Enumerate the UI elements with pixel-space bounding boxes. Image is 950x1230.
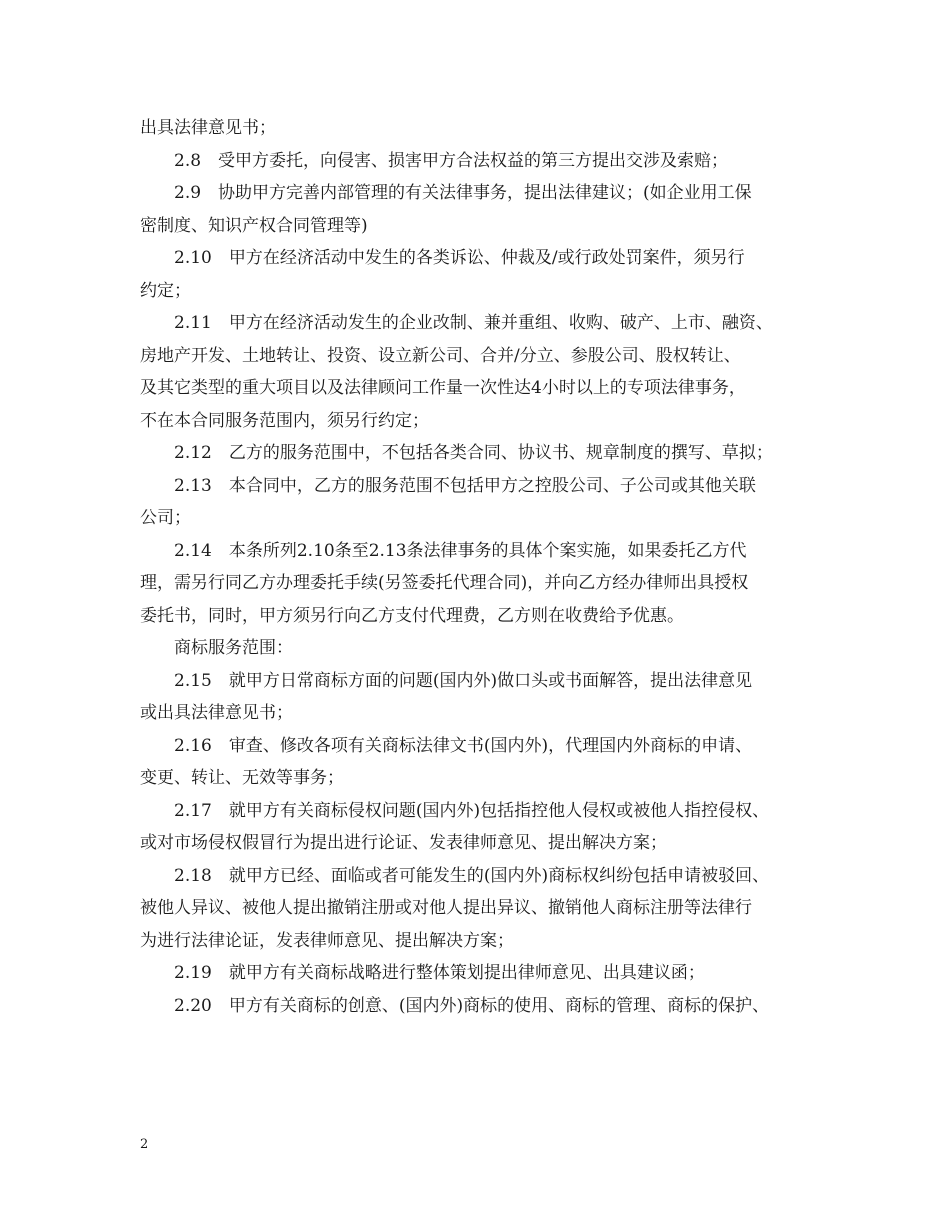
text-line: 2.19 就甲方有关商标战略进行整体策划提出律师意见、出具建议函； xyxy=(174,963,705,983)
text-line: 公司； xyxy=(140,508,191,528)
text-line: 变更、转让、无效等事务； xyxy=(140,768,344,788)
text-line: 理，需另行同乙方办理委托手续(另签委托代理合同)，并向乙方经办律师出具授权 xyxy=(140,573,749,593)
text-line: 2.20 甲方有关商标的创意、(国内外)商标的使用、商标的管理、商标的保护、 xyxy=(174,995,770,1016)
text-line: 或出具法律意见书； xyxy=(140,703,293,723)
text-line: 2.11 甲方在经济活动发生的企业改制、兼并重组、收购、破产、上市、融资、 xyxy=(174,313,773,333)
text-line: 2.15 就甲方日常商标方面的问题(国内外)做口头或书面解答，提出法律意见 xyxy=(174,670,753,691)
text-line: 约定； xyxy=(140,280,191,301)
text-line: 2.18 就甲方已经、面临或者可能发生的(国内外)商标权纠纷包括申请被驳回、 xyxy=(174,865,770,886)
text-line: 密制度、知识产权合同管理等) xyxy=(140,215,368,236)
text-line: 为进行法律论证，发表律师意见、提出解决方案； xyxy=(140,930,514,951)
text-line: 不在本合同服务范围内，须另行约定； xyxy=(140,410,429,431)
text-line: 2.13 本合同中，乙方的服务范围不包括甲方之控股公司、子公司或其他关联 xyxy=(174,475,756,496)
text-line: 2.17 就甲方有关商标侵权问题(国内外)包括指控他人侵权或被他人指控侵权、 xyxy=(174,800,770,821)
text-line: 2.14 本条所列2.10条至2.13条法律事务的具体个案实施，如果委托乙方代 xyxy=(174,540,747,561)
text-line: 房地产开发、土地转让、投资、设立新公司、合并/分立、参股公司、股权转让、 xyxy=(140,345,741,366)
text-line: 被他人异议、被他人提出撤销注册或对他人提出异议、撤销他人商标注册等法律行 xyxy=(140,898,752,918)
text-line: 2.8 受甲方委托，向侵害、损害甲方合法权益的第三方提出交涉及索赔； xyxy=(174,150,729,171)
text-line: 委托书，同时，甲方须另行向乙方支付代理费，乙方则在收费给予优惠。 xyxy=(140,605,684,626)
text-line: 2.9 协助甲方完善内部管理的有关法律事务，提出法律建议；(如企业用工保 xyxy=(174,183,752,203)
text-line: 2.10 甲方在经济活动中发生的各类诉讼、仲裁及/或行政处罚案件，须另行 xyxy=(174,248,745,268)
text-line: 2.16 审查、修改各项有关商标法律文书(国内外)，代理国内外商标的申请、 xyxy=(174,735,753,756)
text-line: 出具法律意见书； xyxy=(140,118,276,138)
text-line: 商标服务范围： xyxy=(174,638,293,658)
text-line: 或对市场侵权假冒行为提出进行论证、发表律师意见、提出解决方案； xyxy=(140,833,667,853)
page-number: 2 xyxy=(140,1137,149,1152)
text-line: 2.12 乙方的服务范围中，不包括各类合同、协议书、规章制度的撰写、草拟； xyxy=(174,443,773,463)
document-body xyxy=(140,112,830,1022)
text-line: 及其它类型的重大项目以及法律顾问工作量一次性达4小时以上的专项法律事务， xyxy=(140,378,746,398)
